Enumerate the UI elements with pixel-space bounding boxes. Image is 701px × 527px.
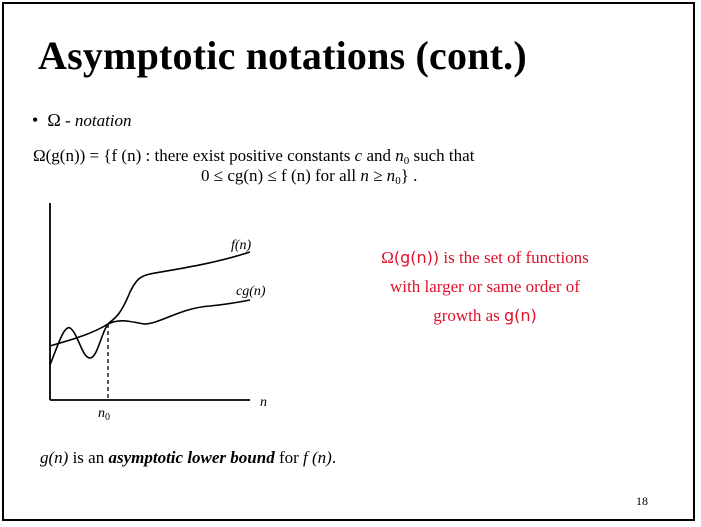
footer-for: for (274, 448, 304, 467)
red-gn: g(n) (504, 306, 537, 325)
definition-condition: n ≥ n (360, 166, 396, 185)
red-note-line-2: with larger or same order of (390, 277, 580, 296)
definition-and: and (362, 146, 396, 165)
definition-text-a: there exist positive constants (150, 146, 355, 165)
footer-is-an: is an (68, 448, 109, 467)
red-note-line-1 (340, 243, 630, 272)
fn-curve (50, 252, 250, 365)
constant-n0-sub: 0 (403, 155, 410, 167)
omega-symbol: Ω (47, 110, 61, 130)
bullet-omega-notation (32, 110, 132, 131)
cgn-label: cg(n) (236, 284, 266, 299)
footer-period: . (331, 448, 337, 467)
red-omega: Ω (381, 248, 394, 267)
definition-condition-sub: 0 (395, 175, 401, 187)
notation-label: - notation (60, 111, 132, 130)
constant-c: c (354, 146, 363, 165)
omega-graph (40, 200, 300, 425)
n0-label (98, 406, 110, 423)
cgn-curve (50, 300, 250, 346)
definition-for-all: for all (310, 166, 361, 185)
constant-n0: n (395, 146, 404, 165)
definition-such-that: such that (409, 146, 475, 165)
page-number: 18 (636, 494, 648, 508)
slide-title: Asymptotic notations (cont.) (38, 33, 527, 78)
definition-line-2 (201, 166, 417, 187)
definition-line-1 (33, 146, 474, 167)
fn-label: f(n) (231, 238, 252, 253)
red-g-of-n: (g(n)) (393, 248, 440, 267)
n-axis-label: n (260, 395, 267, 410)
footer-bold-term: asymptotic lower bound (108, 448, 275, 467)
n0-label-n: n (98, 406, 105, 421)
definition-inequality: 0 ≤ cg(n) ≤ f (n) (201, 166, 311, 185)
red-note-line-3 (340, 301, 630, 330)
bullet-dot: • (32, 110, 39, 130)
red-line1-rest: is the set of functions (439, 248, 589, 267)
footer-gn: g(n) (40, 448, 69, 467)
red-note (340, 243, 630, 330)
footer-statement (40, 448, 336, 468)
red-line3-text: growth as (433, 306, 505, 325)
definition-set-open: Ω(g(n)) = {f (n) : (33, 146, 151, 165)
footer-fn: f (n) (303, 448, 332, 467)
definition-set-close: } . (400, 166, 418, 185)
n0-label-sub: 0 (105, 412, 110, 423)
